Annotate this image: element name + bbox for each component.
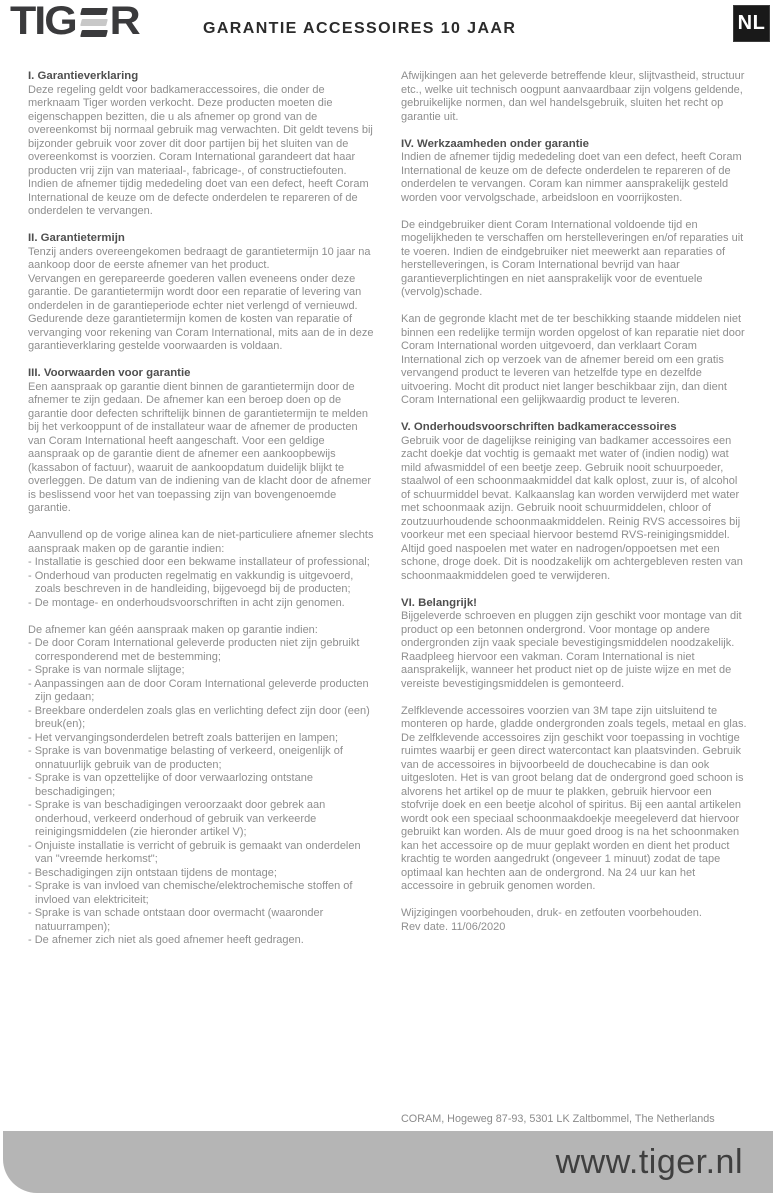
list-item: - De montage- en onderhoudsvoorschriften in acht zijn genomen. [28,596,345,609]
list-item: - Sprake is van beschadigingen veroorzaakt door gebrek aan onderhoud, verkeerd onderhoud of gebruik van verkeerde reinigingsmiddelen (zie hieronder artikel V); [28,799,326,838]
conditions-list [28,556,374,610]
right-column [401,70,747,948]
paragraph: Tenzij anders overeengekomen bedraagt de garantietermijn 10 jaar na aankoop door de eerste afnemer van het product. [28,245,371,271]
list-item: - Het vervangingsonderdelen betreft zoals batterijen en lampen; [28,731,339,744]
tiger-logo-text-left: TIG [10,0,76,44]
section-heading-belangrijk: VI. Belangrijk! [401,596,477,609]
list-item: - Beschadigingen zijn ontstaan tijdens de montage; [28,866,277,879]
paragraph: Zelfklevende accessoires voorzien van 3M tape zijn uitsluitend te monteren op harde, gladde ondergronden zoals tegels, metaal en glas. De zelfklevende accessoires zijn geschikt voor toepassing in vochtige ruimtes waarbij er geen direct watercontact kan plaatsvinden. Gebruik van de accessoires in bijvoorbeeld de douchecabine is dan ook uitgesloten. Het is van groot belang dat de ondergrond goed schoon is alvorens het artikel op de muur te plakken, gebruik hiervoor een stofvrije doek en een beetje alcohol of spiritus. Bij een aantal artikelen wordt ook een speciaal schoonmaakdoekje meegeleverd dat hiervoor gebruikt kan worden. Als de muur goed droog is na het schoonmaken kan het accessoire op de muur geplakt worden en dient het product krachtig te worden aangedrukt (ongeveer 1 minuut) zodat de tape optimaal kan hechten aan de ondergrond. Na 24 uur kan het accessoire in gebruik genomen worden. [401,704,747,892]
paragraph: Gebruik voor de dagelijkse reiniging van badkamer accessoires een zacht doekje dat vochtig is gemaakt met water of (indien nodig) wat mild afwasmiddel of een beetje zeep. Gebruik nooit schuurpoeder, staalwol of een schoonmaakmiddel dat kalk oplost, zuur is, of alcohol of schuurmiddel bevat. Kalkaanslag kan worden verwijderd met water met schoonmaak azijn. Gebruik nooit schuurmiddelen, chloor of zoutzuurhoudende schoonmaakmiddelen. Reinig RVS accessoires bij voorkeur met een speciaal hiervoor bestemd RVS-reinigingsmiddel. Altijd goed naspoelen met water en nadrogen/oppoetsen met een schone, droge doek. Dit is noodzakelijk om achtergebleven resten van schoonmaakmiddelen goed te verwijderen. [401,434,743,582]
list-item: - Onderhoud van producten regelmatig en vakkundig is uitgevoerd, zoals beschreven in de handleiding, bijgevoegd bij de producten; [28,569,354,595]
list-item: - Breekbare onderdelen zoals glas en verlichting defect zijn door (een) breuk(en); [28,704,370,730]
paragraph: Kan de gegronde klacht met de ter beschikking staande middelen niet binnen een redelijke termijn worden opgelost of kan reparatie niet door Coram International worden uitgevoerd, dan verklaart Coram International zich op verzoek van de afnemer bereid om een gratis vervangend product te leveren van hetzelfde type en dezelfde uitvoering. Mocht dit product niet langer beschikbaar zijn, dan dient Coram International een gelijkwaardig product te leveren. [401,313,745,406]
paragraph: De afnemer kan géén aanspraak maken op garantie indien: [28,623,318,636]
list-item: - Sprake is van invloed van chemische/elektrochemische stoffen of invloed van elektriciteit; [28,880,353,906]
footer-bar [3,1131,773,1193]
logo-e-bar-bottom [80,30,108,37]
section-heading-werkzaamheden: IV. Werkzaamheden onder garantie [401,137,590,150]
paragraph: Aanvullend op de vorige alinea kan de niet-particuliere afnemer slechts aanspraak maken op de garantie indien: [28,529,374,555]
tiger-logo [10,0,139,44]
page-title: GARANTIE ACCESSOIRES 10 JAAR [203,20,517,37]
disclaimer-text: Wijzigingen voorbehouden, druk- en zetfouten voorbehouden. [401,907,702,919]
section-heading-onderhoudsvoorschriften: V. Onderhoudsvoorschriften badkameraccessoires [401,421,677,433]
paragraph: Een aanspraak op garantie dient binnen de garantietermijn door de afnemer te zijn gedaan. De afnemer kan een beroep doen op de garantie door defecten schriftelijk binnen de garantietermijn te melden bij het verkooppunt of de installateur waar de afnemer de producten van Coram International heeft aangeschaft. Voor een geldige aanspraak op de garantie dient de afnemer een aankoopbewijs (kassabon of factuur), waaruit de aankoopdatum duidelijk blijkt te overleggen. De datum van de indiening van de klacht door de afnemer is beslissend voor het van toepassing zijn van bovengenoemde garantie. [28,380,372,514]
paragraph: Deze regeling geldt voor badkameraccessoires, die onder de merknaam Tiger worden verkocht. Deze producten moeten die eigenschappen bezitten, die u als afnemer op grond van de overeenkomst bij normaal gebruik mag verwachten. Dit geldt tevens bij bijzonder gebruik voor zover dit door partijen bij het sluiten van de overeenkomst is voorzien. Coram International garandeert dat haar producten vrij zijn van materiaal-, fabricage-, of constructiefouten. Indien de afnemer tijdig mededeling doet van een defect, heeft Coram International de keuze om de defecte onderdelen te repareren of de onderdelen te vervangen. [28,83,373,217]
paragraph: Bijgeleverde schroeven en pluggen zijn geschikt voor montage van dit product op een betonnen ondergrond. Voor montage op andere ondergronden zijn vaak speciale bevestigingsmiddelen noodzakelijk. Raadpleeg hiervoor een vakman. Coram International is niet aansprakelijk, wanneer het product niet op de juiste wijze en met de vereiste bevestigingsmiddelen is gemonteerd. [401,610,742,690]
tiger-logo-text-right: R [109,0,139,44]
list-item: - Sprake is van bovenmatige belasting of verkeerd, oneigenlijk of onnatuurlijk gebruik van de producten; [28,745,343,771]
left-column [28,70,374,948]
language-badge: NL [733,5,770,42]
paragraph: Gedurende deze garantietermijn komen de kosten van reparatie of vervanging voor rekening van Coram International, mits aan de in deze garantieverklaring gestelde voorwaarden is voldaan. [28,313,374,352]
section-heading-garantietermijn: II. Garantietermijn [28,232,125,244]
paragraph: Afwijkingen aan het geleverde betreffende kleur, slijtvastheid, structuur etc., welke uit technisch oogpunt aanvaardbaar zijn volgens geldende, gebruikelijke normen, dan wel handelsgebruik, sluiten het recht op garantie uit. [401,70,745,123]
logo-e-bar-top [80,8,108,15]
section-heading-garantieverklaring: I. Garantieverklaring [28,70,139,82]
paragraph: Vervangen en gerepareerde goederen vallen eveneens onder deze garantie. De garantietermijn wordt door een reparatie of levering van onderdelen in de garantieperiode echter niet verlengd of vernieuwd. [28,272,362,312]
list-item: - Sprake is van schade ontstaan door overmacht (waaronder natuurrampen); [28,907,324,933]
list-item: - Installatie is geschied door een bekwame installateur of professional; [28,556,370,568]
revision-date: Rev date. 11/06/2020 [401,920,506,933]
list-item: - Sprake is van normale slijtage; [28,664,185,676]
section-heading-voorwaarden: III. Voorwaarden voor garantie [28,367,191,379]
list-item: - De door Coram International geleverde producten niet zijn gebruikt corresponderend met de bestemming; [28,637,360,663]
list-item: - Aanpassingen aan de door Coram International geleverde producten zijn gedaan; [28,677,369,703]
logo-e-bar-middle [80,19,108,26]
tiger-logo-e-icon [81,8,107,37]
paragraph: De eindgebruiker dient Coram International voldoende tijd en mogelijkheden te verschaffen om herstelleveringen en/of reparaties uit te voeren. Indien de eindgebruiker niet meewerkt aan reparaties of herstelleveringen, is Coram International bevrijd van haar garantieverplichtingen en niet aansprakelijk voor de eventuele (vervolg)schade. [401,218,744,298]
exclusions-list [28,637,374,948]
paragraph: Indien de afnemer tijdig mededeling doet van een defect, heeft Coram International de keuze om de defecte onderdelen te repareren of de onderdelen te vervangen. Coram kan nimmer aansprakelijk gesteld worden voor vervolgschade, arbeidsloon en voorrijkosten. [401,151,742,204]
document-body [28,70,747,948]
list-item: - Onjuiste installatie is verricht of gebruik is gemaakt van onderdelen van "vreemde herkomst"; [28,839,361,865]
list-item: - Sprake is van opzettelijke of door verwaarlozing ontstane beschadigingen; [28,772,313,798]
company-address: CORAM, Hogeweg 87-93, 5301 LK Zaltbommel, The Netherlands [401,1113,715,1125]
website-url: www.tiger.nl [555,1143,743,1181]
list-item: - De afnemer zich niet als goed afnemer heeft gedragen. [28,934,304,946]
